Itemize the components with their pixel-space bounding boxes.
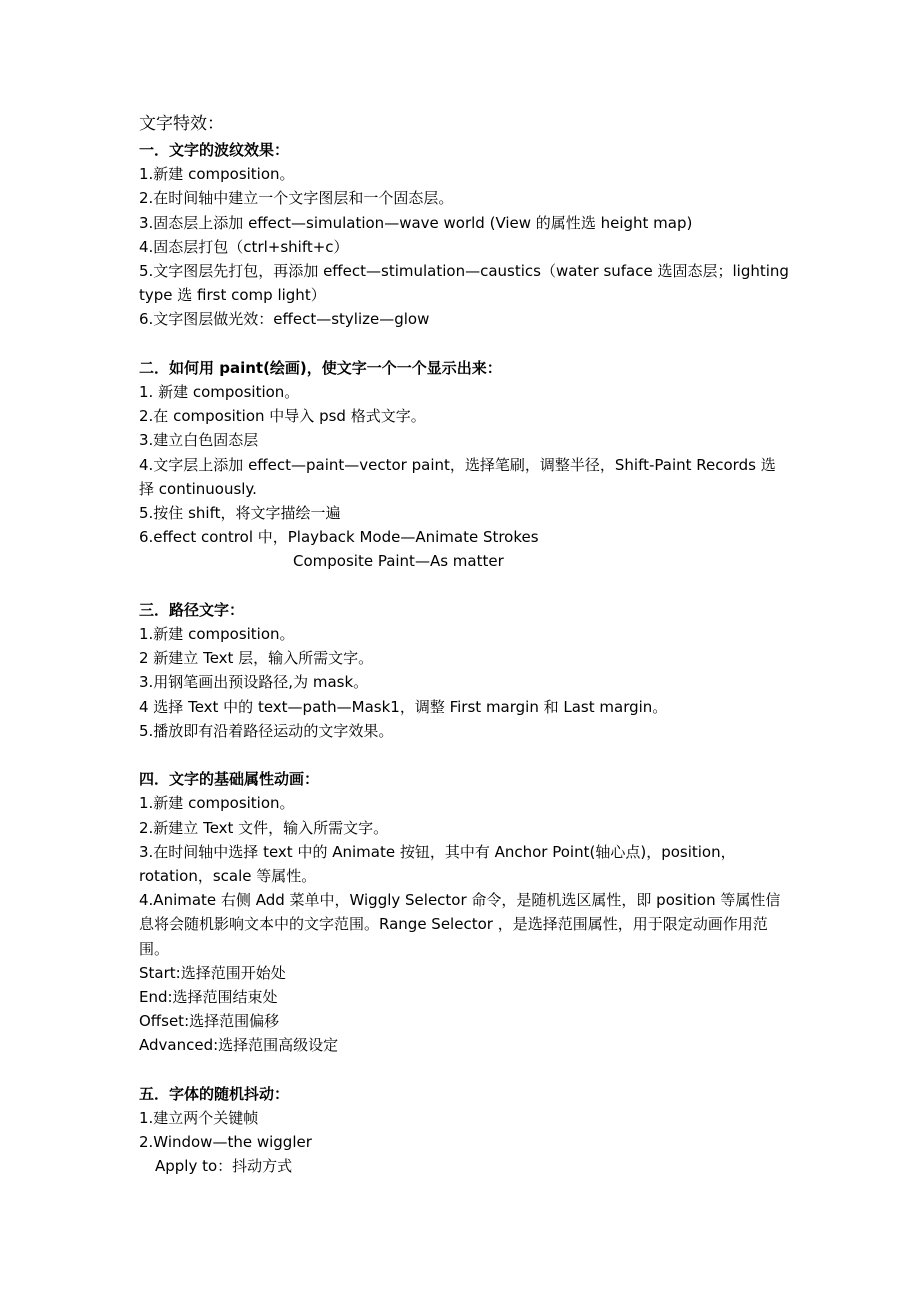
- list-item: 3.固态层上添加 effect—simulation—wave world (View 的属性选 height map): [139, 213, 693, 232]
- list-item: 5.按住 shift，将文字描绘一遍: [139, 504, 341, 523]
- list-item: 4.固态层打包（ctrl+shift+c）: [139, 237, 349, 256]
- section-heading: 四．文字的基础属性动画：: [139, 770, 320, 789]
- list-item: End:选择范围结束处: [139, 988, 278, 1007]
- document-page: [139, 110, 789, 1179]
- list-item: 6.effect control 中，Playback Mode—Animate Strokes: [139, 528, 539, 547]
- list-item: Start:选择范围开始处: [139, 963, 286, 982]
- section-heading: 一．文字的波纹效果：: [139, 141, 290, 159]
- section-2: [139, 356, 789, 574]
- list-item: 1.新建 composition。: [139, 165, 295, 184]
- spacer: [139, 574, 789, 598]
- list-item: 2.在时间轴中建立一个文字图层和一个固态层。: [139, 189, 454, 208]
- list-item: 3.在时间轴中选择 text 中的 Animate 按钮，其中有 Anchor Point(轴心点)，position，rotation，scale 等属性。: [139, 842, 736, 886]
- section-heading: 五．字体的随机抖动：: [139, 1084, 290, 1103]
- list-item: 5.播放即有沿着路径运动的文字效果。: [139, 721, 394, 740]
- spacer: [139, 1058, 789, 1082]
- list-item: 1.新建 composition。: [139, 794, 295, 813]
- document-title: 文字特效：: [139, 114, 224, 134]
- section-heading: 二．如何用 paint(绘画)，使文字一个一个显示出来：: [139, 358, 502, 377]
- list-item: 4.Animate 右侧 Add 菜单中，Wiggly Selector 命令，是随机选区属性，即 position 等属性信息将会随机影响文本中的文字范围。Range Selector ，是选择范围属性，用于限定动画作用范围。: [139, 891, 781, 958]
- spacer: [139, 743, 789, 767]
- list-item: 3.用钢笔画出预设路径,为 mask。: [139, 673, 369, 692]
- list-item: 2.Window—the wiggler: [139, 1133, 312, 1152]
- list-item: 1. 新建 composition。: [139, 383, 300, 402]
- list-item: 2 新建立 Text 层，输入所需文字。: [139, 649, 374, 668]
- list-item-continuation: Composite Paint—As matter: [293, 552, 504, 571]
- list-item: 1.新建 composition。: [139, 625, 295, 644]
- section-4: [139, 767, 789, 1057]
- section-1: [139, 138, 789, 332]
- section-heading: 三．路径文字：: [139, 600, 245, 619]
- list-item: 2.在 composition 中导入 psd 格式文字。: [139, 407, 426, 426]
- spacer: [139, 332, 789, 356]
- section-5: [139, 1082, 789, 1179]
- list-item: 4.文字层上添加 effect—paint—vector paint，选择笔刷，调整半径，Shift-Paint Records 选择 continuously.: [139, 455, 776, 498]
- section-3: [139, 598, 789, 743]
- list-item: 6.文字图层做光效：effect—stylize—glow: [139, 310, 430, 329]
- list-item: 4 选择 Text 中的 text—path—Mask1，调整 First margin 和 Last margin。: [139, 697, 668, 716]
- list-item: 5.文字图层先打包，再添加 effect—stimulation—caustics（water suface 选固态层；lighting type 选 first comp light）: [139, 262, 789, 305]
- list-item: Offset:选择范围偏移: [139, 1012, 280, 1031]
- list-item-continuation: Apply to：抖动方式: [155, 1157, 293, 1176]
- list-item: 2.新建立 Text 文件，输入所需文字。: [139, 818, 389, 837]
- list-item: 3.建立白色固态层: [139, 431, 259, 450]
- list-item: Advanced:选择范围高级设定: [139, 1036, 339, 1055]
- list-item: 1.建立两个关键帧: [139, 1109, 259, 1128]
